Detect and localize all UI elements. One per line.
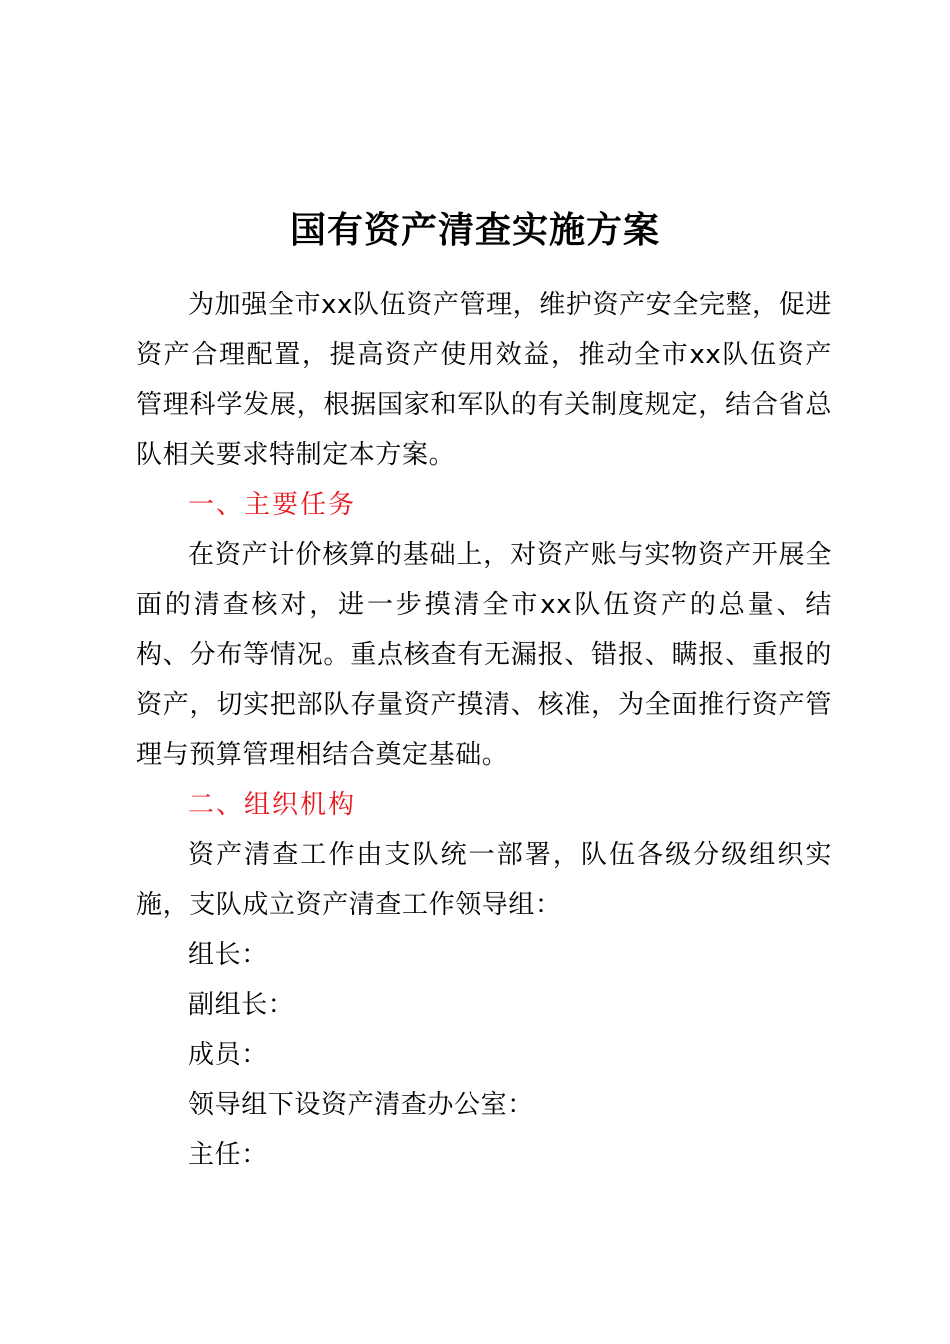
main-tasks-paragraph: 在资产计价核算的基础上，对资产账与实物资产开展全面的清查核对，进一步摸清全市xx队伍资产的总量、结构、分布等情况。重点核查有无漏报、错报、瞒报、重报的资产，切实把部队存量资产摸清、核准，为全面推行资产管理与预算管理相结合奠定基础。 — [136, 540, 832, 770]
members-line: 成员： — [188, 1040, 268, 1070]
organization-paragraph: 资产清查工作由支队统一部署，队伍各级分级组织实施，支队成立资产清查工作领导组： — [136, 840, 832, 920]
document-body — [136, 280, 832, 1180]
director-line: 主任： — [188, 1140, 268, 1170]
section-heading-main-tasks: 一、主要任务 — [188, 490, 357, 520]
intro-paragraph: 为加强全市xx队伍资产管理，维护资产安全完整，促进资产合理配置，提高资产使用效益，推动全市xx队伍资产管理科学发展，根据国家和军队的有关制度规定，结合省总队相关要求特制定本方案。 — [136, 290, 832, 470]
office-line: 领导组下设资产清查办公室： — [188, 1090, 534, 1120]
section-heading-organization: 二、组织机构 — [188, 790, 357, 820]
group-leader-line: 组长： — [188, 940, 268, 970]
document-title: 国有资产清查实施方案 — [289, 210, 660, 251]
deputy-leader-line: 副组长： — [188, 990, 295, 1020]
